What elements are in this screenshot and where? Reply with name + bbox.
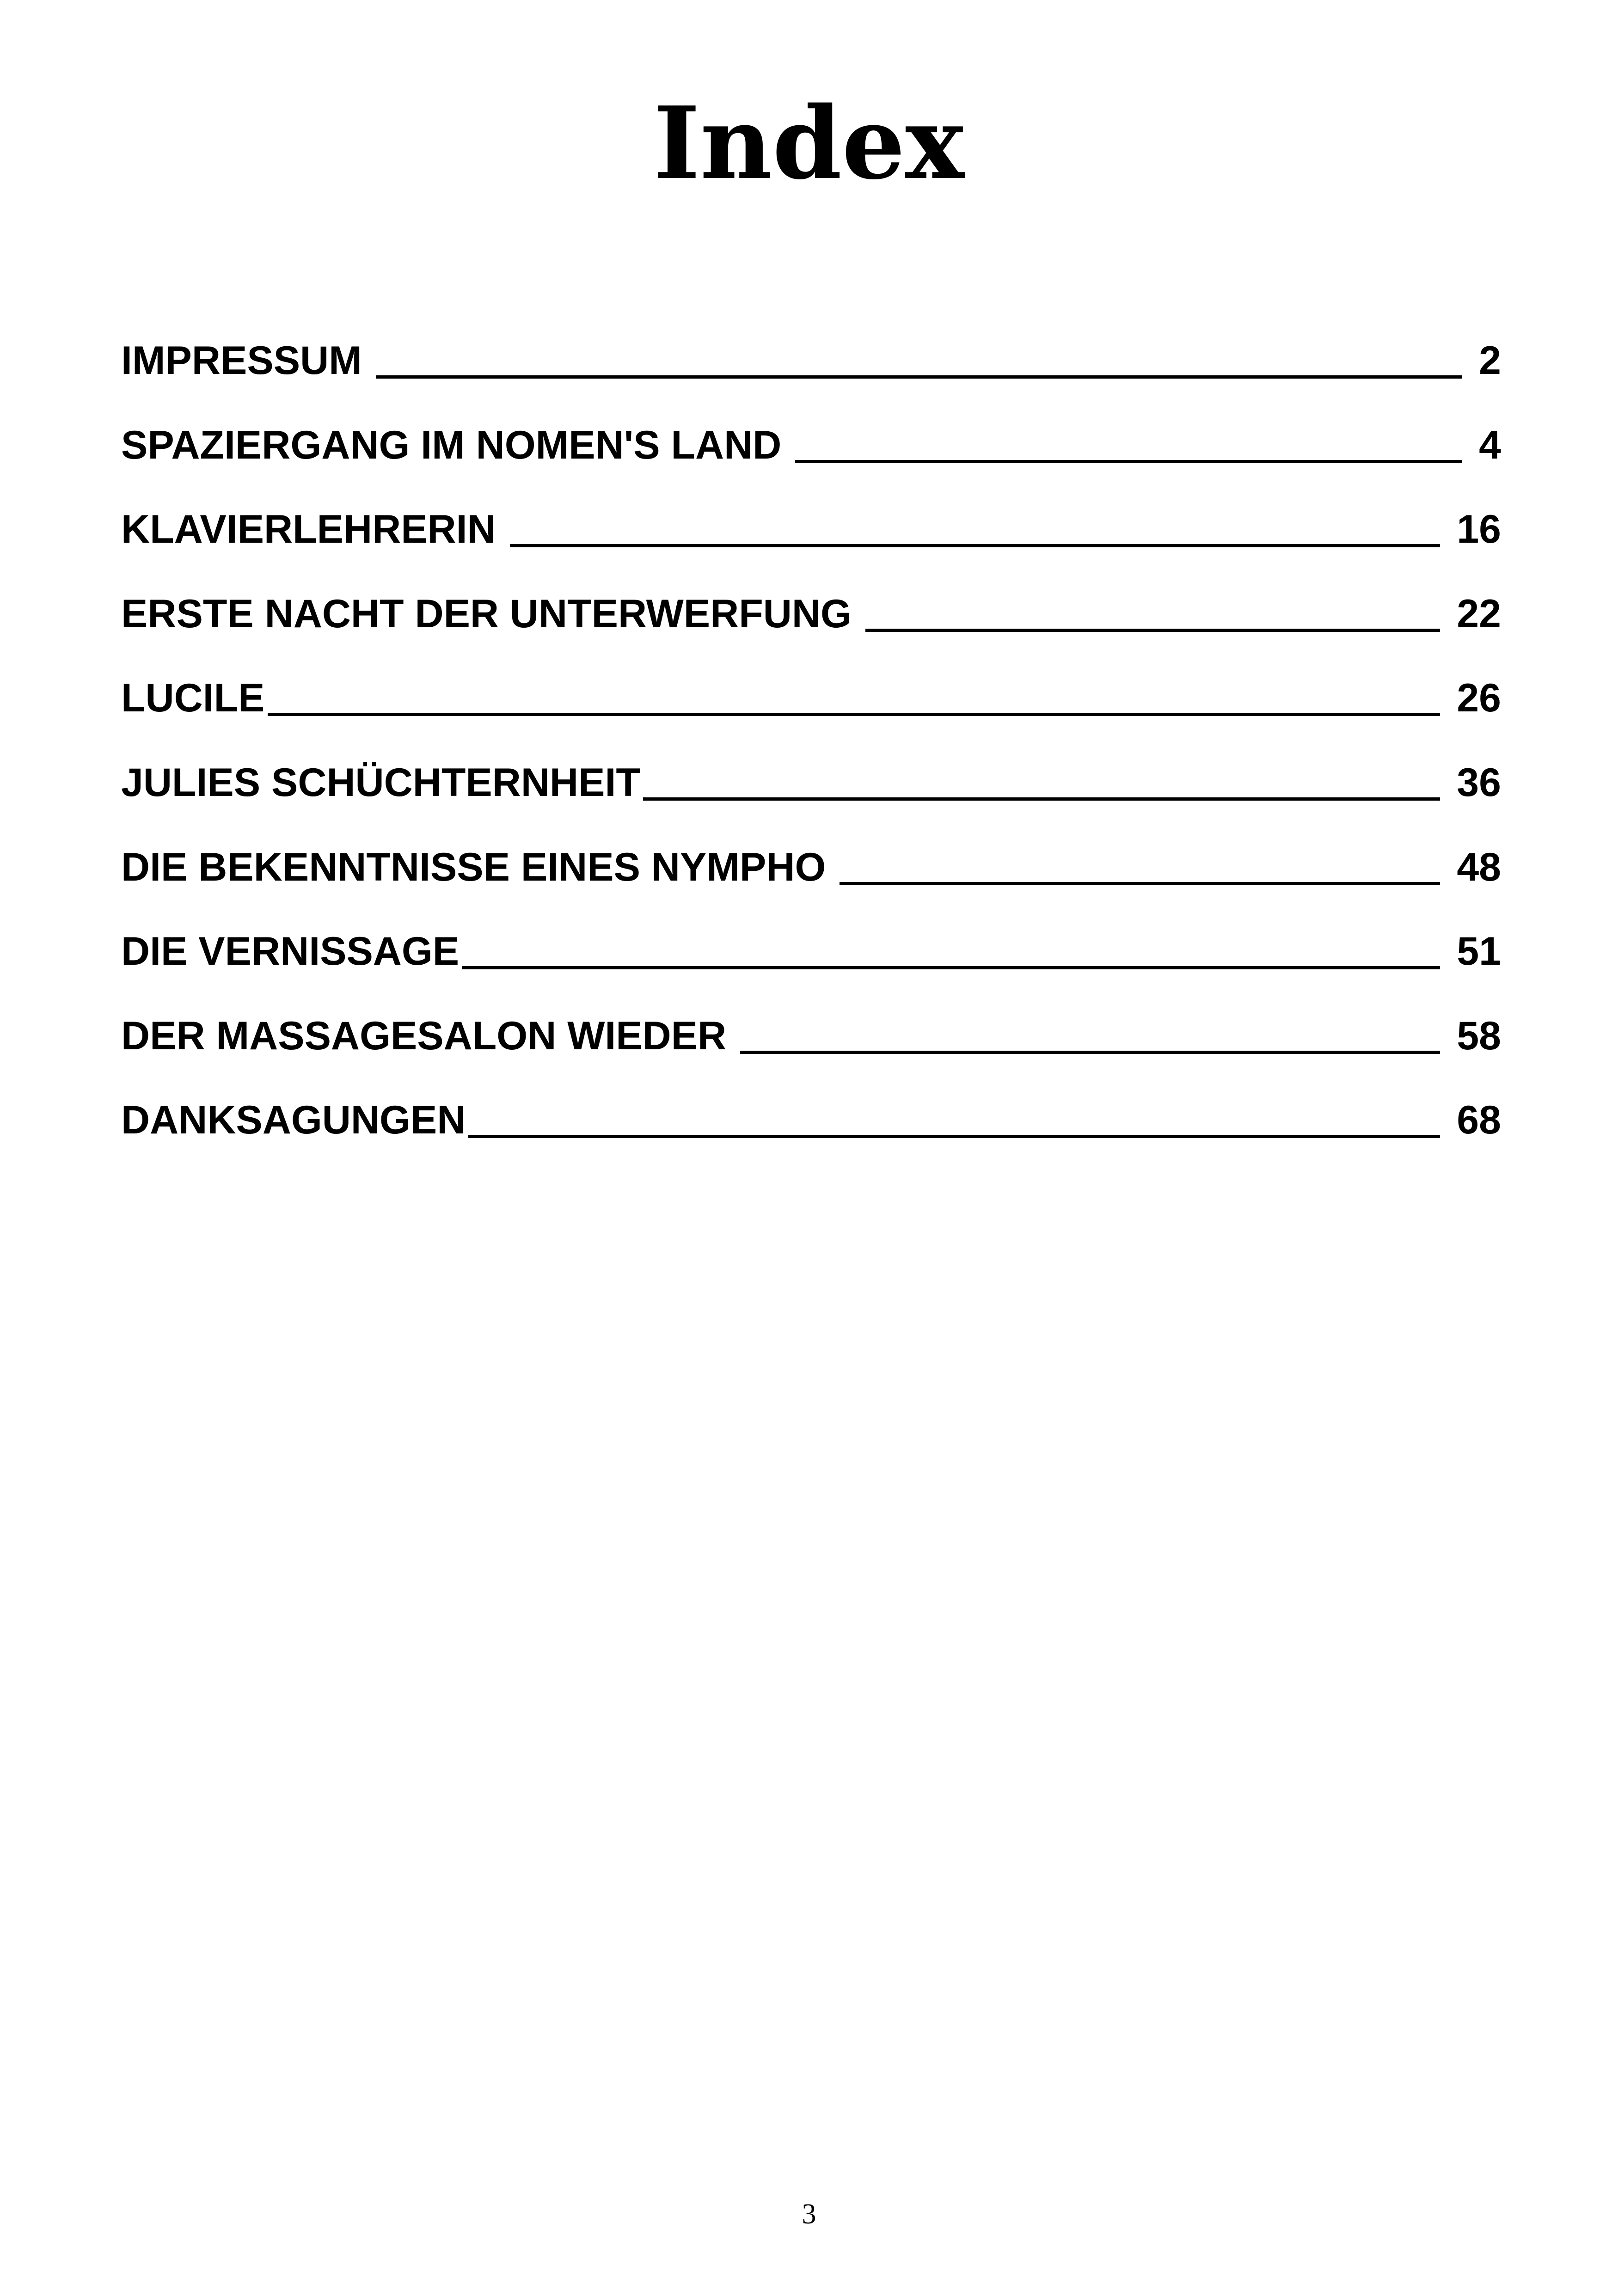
- toc-entry-title: SPAZIERGANG IM NOMEN'S LAND: [121, 422, 782, 467]
- toc-leader-line: [510, 544, 1440, 547]
- toc-entry-page: 58: [1457, 1013, 1501, 1058]
- toc-leader-line: [468, 1135, 1440, 1138]
- toc-entry-page: 68: [1457, 1098, 1501, 1143]
- page-title: Index: [653, 85, 965, 202]
- toc-entry: [121, 670, 1501, 755]
- toc-entry: [121, 586, 1501, 671]
- toc-entry: [121, 839, 1501, 924]
- toc-entry-title: DIE BEKENNTNISSE EINES NYMPHO: [121, 845, 826, 889]
- toc-leader-line: [795, 460, 1462, 463]
- toc-entry-title: DER MASSAGESALON WIEDER: [121, 1013, 727, 1058]
- toc-leader-line: [376, 375, 1462, 379]
- toc-entry-title: LUCILE: [121, 676, 265, 721]
- toc-leader-line: [462, 966, 1440, 969]
- toc-entry-page: 16: [1457, 507, 1501, 552]
- toc-entry-title: IMPRESSUM: [121, 338, 362, 383]
- toc-leader-line: [865, 629, 1440, 632]
- toc-entry-page: 48: [1457, 845, 1501, 889]
- toc-entry: [121, 417, 1501, 502]
- toc-entry-page: 36: [1457, 760, 1501, 805]
- toc-leader-line: [740, 1051, 1440, 1054]
- table-of-contents: [121, 333, 1501, 1177]
- page-number: 3: [802, 2198, 816, 2230]
- toc-entry: [121, 1008, 1501, 1093]
- toc-entry: [121, 1092, 1501, 1177]
- toc-entry-title: ERSTE NACHT DER UNTERWERFUNG: [121, 591, 852, 636]
- toc-entry-page: 22: [1457, 591, 1501, 636]
- toc-leader-line: [643, 797, 1440, 801]
- toc-entry-page: 2: [1479, 338, 1501, 383]
- toc-entry: [121, 755, 1501, 839]
- toc-leader-line: [840, 882, 1440, 885]
- toc-entry-page: 26: [1457, 676, 1501, 721]
- toc-entry: [121, 502, 1501, 586]
- toc-leader-line: [268, 713, 1440, 716]
- toc-entry: [121, 924, 1501, 1008]
- toc-entry-title: DIE VERNISSAGE: [121, 929, 460, 974]
- toc-entry-title: JULIES SCHÜCHTERNHEIT: [121, 760, 640, 805]
- toc-entry-title: DANKSAGUNGEN: [121, 1098, 466, 1143]
- toc-entry-title: KLAVIERLEHRERIN: [121, 507, 496, 552]
- toc-entry-page: 4: [1479, 422, 1501, 467]
- toc-entry: [121, 333, 1501, 417]
- toc-entry-page: 51: [1457, 929, 1501, 974]
